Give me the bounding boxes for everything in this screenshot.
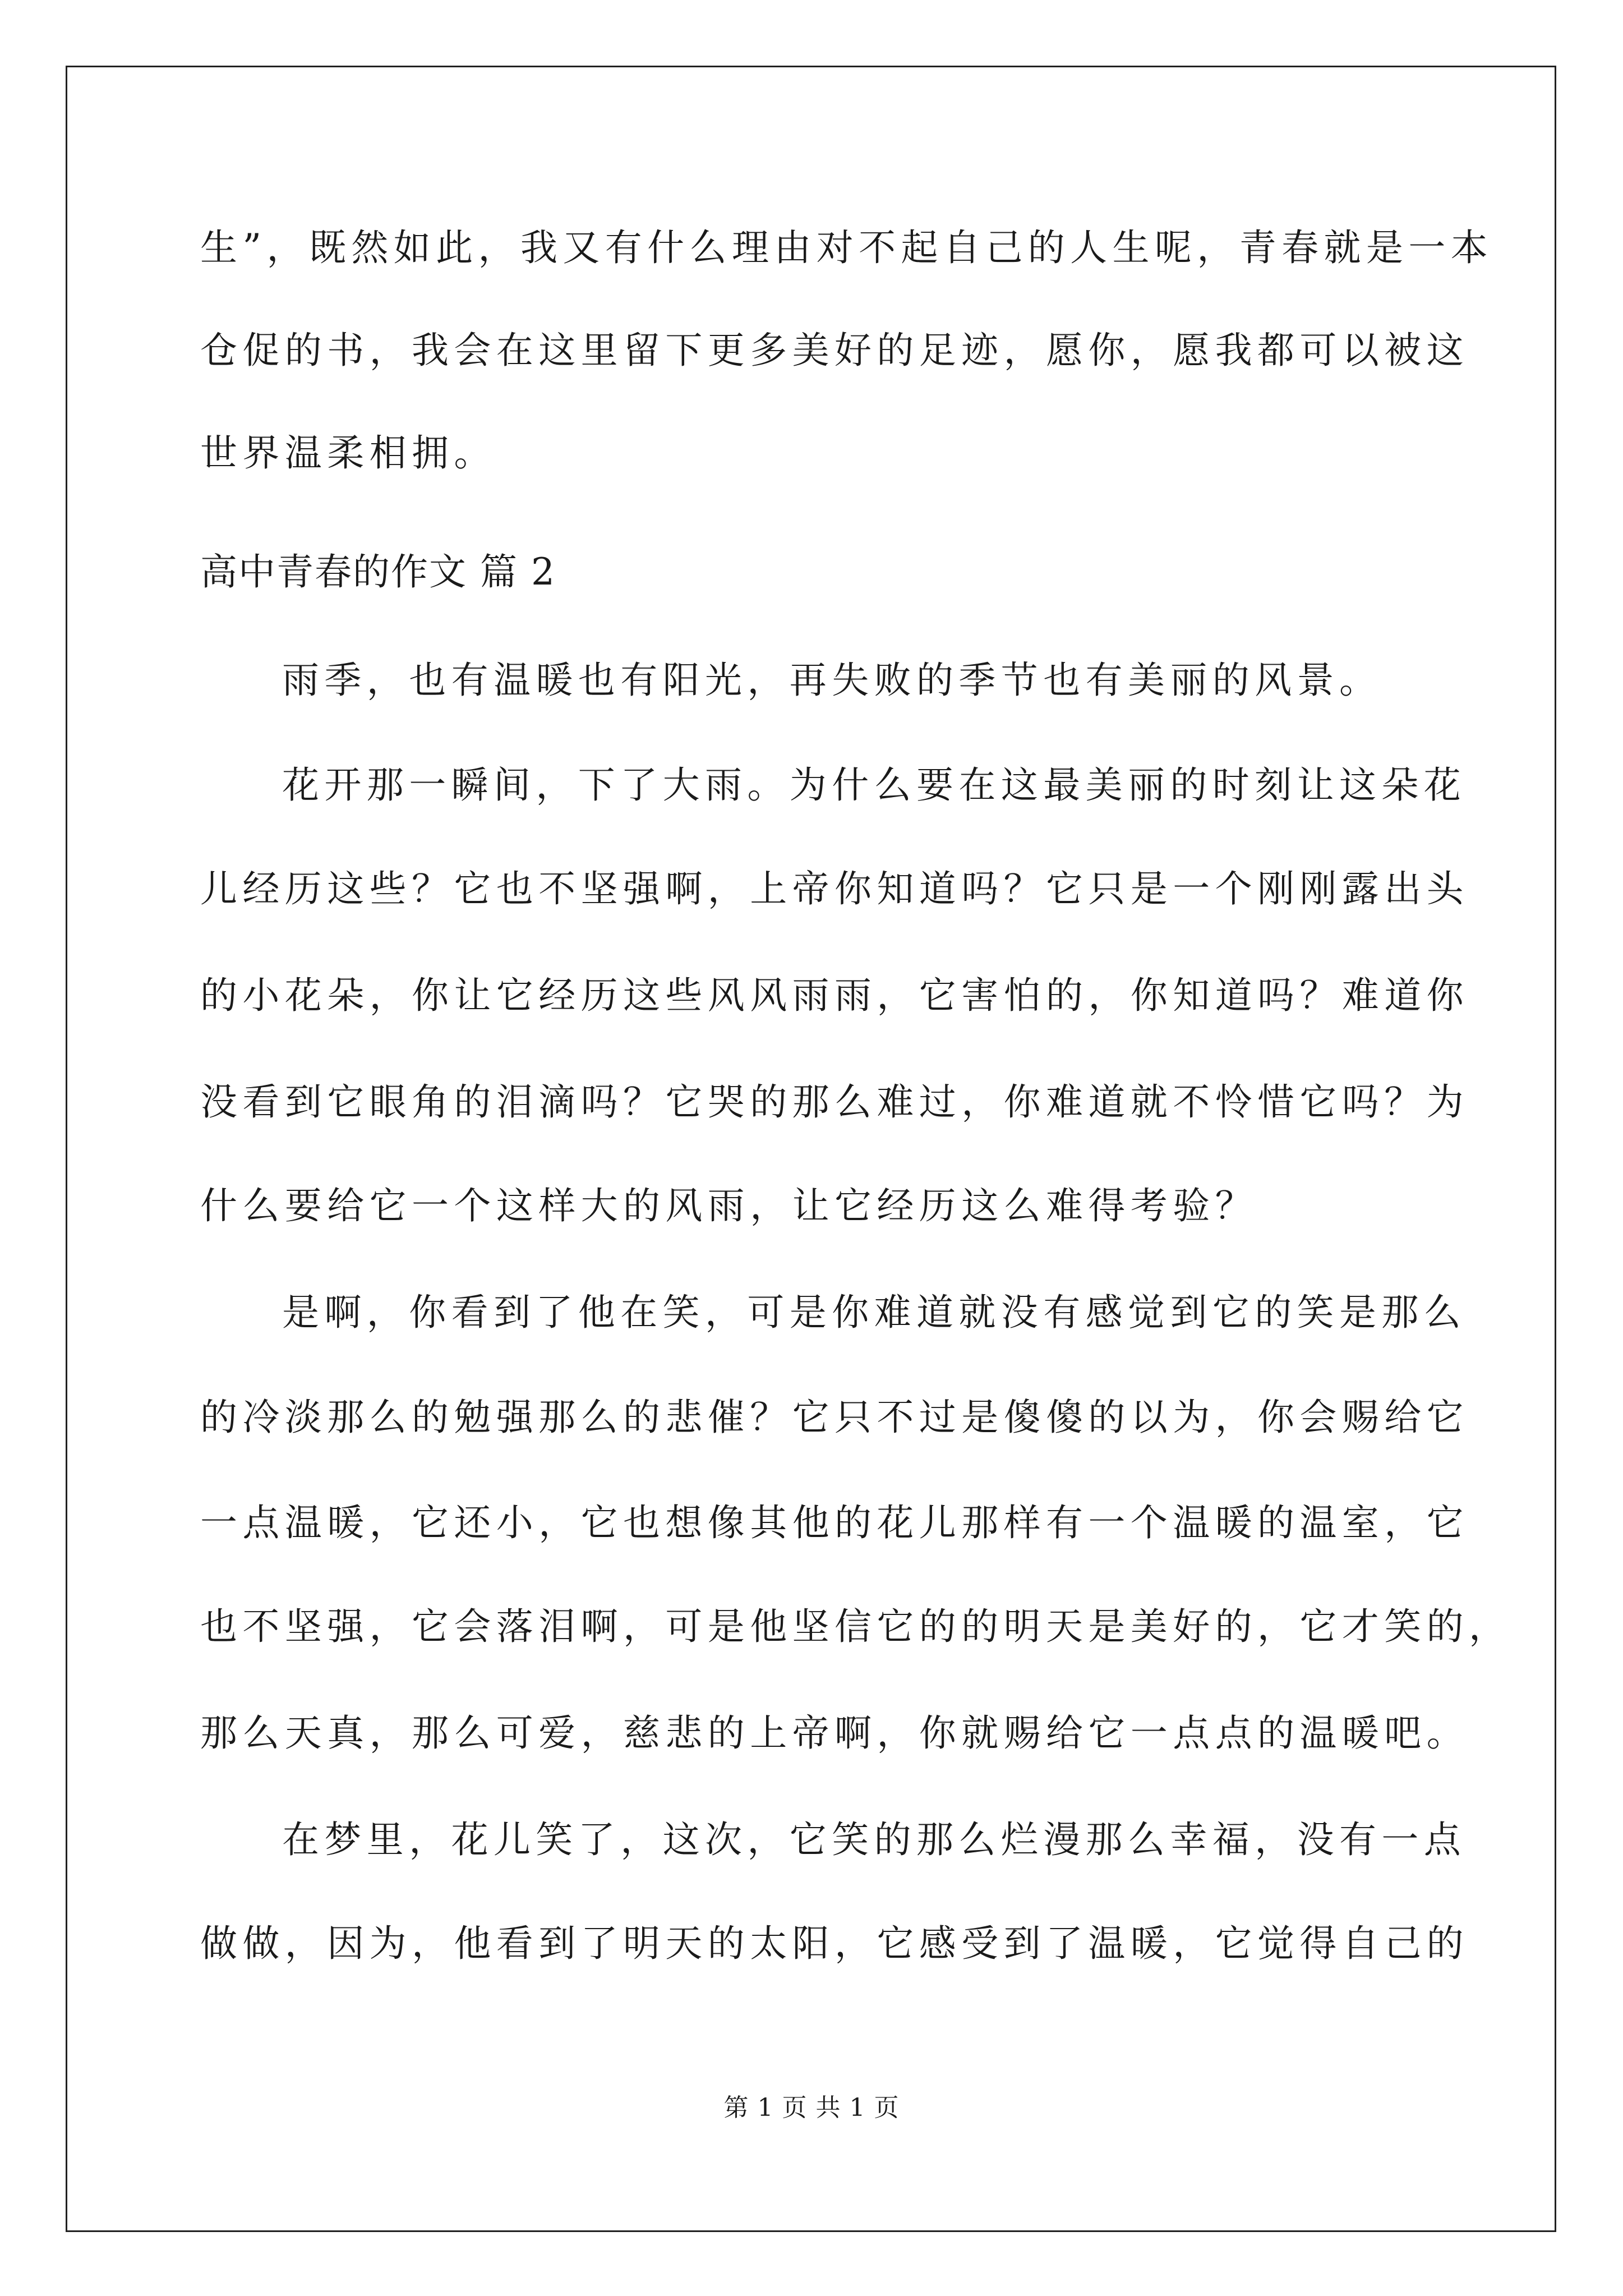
paragraph-first-line: 是啊，你看到了他在笑，可是你难道就没有感觉到它的笑是那么 [282, 1291, 1467, 1334]
text-line: 的小花朵，你让它经历这些风风雨雨，它害怕的，你知道吗？难道你 [200, 974, 1469, 1017]
text-line: 的冷淡那么的勉强那么的悲催？它只不过是傻傻的以为，你会赐给它 [200, 1396, 1469, 1439]
paragraph-first-line: 花开那一瞬间，下了大雨。为什么要在这最美丽的时刻让这朵花 [282, 763, 1467, 807]
section-heading: 高中青春的作文 篇 2 [200, 550, 556, 593]
text-line: 那么天真，那么可爱，慈悲的上帝啊，你就赐给它一点点的温暖吧。 [200, 1711, 1469, 1755]
text-line: 仓促的书，我会在这里留下更多美好的足迹，愿你，愿我都可以被这 [200, 329, 1469, 372]
paragraph-first-line: 在梦里，花儿笑了，这次，它笑的那么烂漫那么幸福，没有一点 [282, 1818, 1467, 1861]
text-line: 世界温柔相拥。 [200, 431, 496, 475]
paragraph-first-line: 雨季，也有温暖也有阳光，再失败的季节也有美丽的风景。 [282, 659, 1382, 702]
page-number-footer: 第 1 页 共 1 页 [723, 2093, 900, 2122]
page-border [66, 66, 1556, 2232]
text-line: 一点温暖，它还小，它也想像其他的花儿那样有一个温暖的温室，它 [200, 1501, 1469, 1544]
text-line: 生”，既然如此，我又有什么理由对不起自己的人生呢，青春就是一本 [200, 226, 1493, 269]
text-line: 没看到它眼角的泪滴吗？它哭的那么难过，你难道就不怜惜它吗？为 [200, 1080, 1469, 1124]
text-line: 做做，因为，他看到了明天的太阳，它感受到了温暖，它觉得自己的 [200, 1922, 1469, 1965]
text-line: 什么要给它一个这样大的风雨，让它经历这么难得考验？ [200, 1184, 1257, 1227]
text-line: 儿经历这些？它也不坚强啊，上帝你知道吗？它只是一个刚刚露出头 [200, 867, 1469, 910]
text-line: 也不坚强，它会落泪啊，可是他坚信它的的明天是美好的，它才笑的， [200, 1605, 1511, 1648]
